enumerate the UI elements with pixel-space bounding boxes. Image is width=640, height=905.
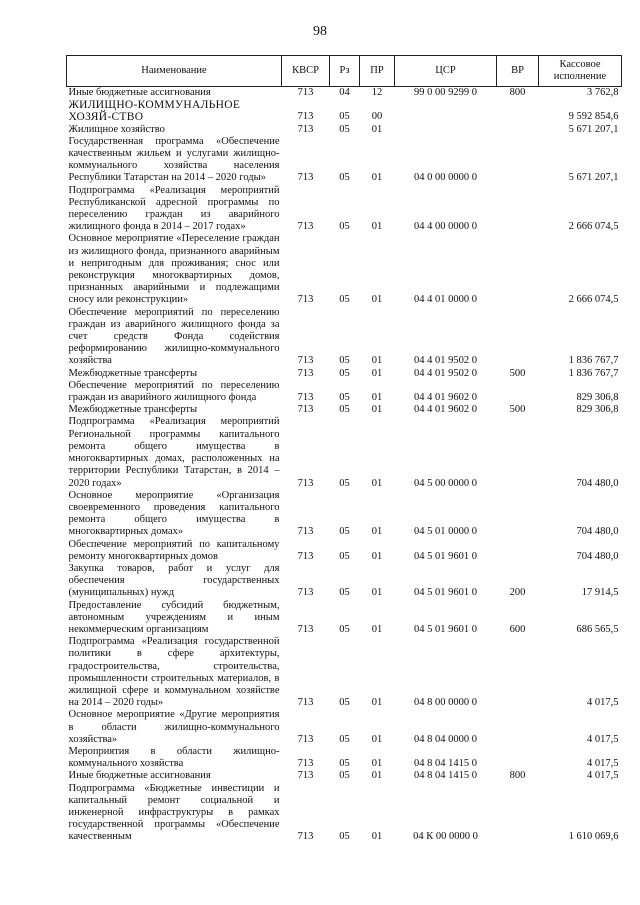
cell-name: Иные бюджетные ассигнования [68,770,211,782]
cell-rz: 04 [339,87,350,98]
cell-rz: 05 [339,477,350,489]
cell-kvsr: 713 [297,697,314,709]
cell-pr: 01 [371,123,383,135]
cell-vr [497,490,539,539]
cell-name: Подпрограмма «Реализация мероприятий Республиканской адресной программы по переселению граждан из аварийного жилищного фонда в 2014 – 2017 годах» [68,184,280,233]
page-number: 98 [313,24,327,39]
cell-vr: 800 [509,770,526,782]
cell-rz: 05 [339,587,350,599]
cell-rz: 05 [339,355,350,367]
cell-kvsr: 713 [297,623,314,635]
cell-rz: 05 [339,123,350,135]
cell-pr: 01 [371,294,383,306]
cell-csr: 04 5 01 9601 0 [414,623,477,635]
cell-pr: 01 [371,172,383,184]
table-row [67,709,622,746]
cell-kvsr: 713 [297,221,314,233]
cell-name: Жилищное хозяйство [68,123,165,135]
cell-pr: 01 [371,526,383,538]
cell-pr: 01 [371,550,383,562]
table-row [67,87,622,100]
cell-csr: 04 4 01 9502 0 [414,355,477,367]
cell-vr [497,99,539,123]
table-row [67,563,622,600]
cell-name: Обеспечение мероприятий по переселению граждан из аварийного жилищного фонда за счет средств Фонда содействия реформированию жилищно-коммунального хозяйства [68,306,280,367]
cell-pr: 01 [371,831,383,843]
cell-csr: 04 4 01 9502 0 [414,367,477,379]
cell-pr: 01 [371,477,383,489]
cell-kvsr: 713 [297,550,314,562]
cell-vr [497,709,539,746]
table-row [67,380,622,404]
cell-name: Подпрограмма «Бюджетные инвестиции и капитальный ремонт социальной и инженерной инфраструктуры в рамках государственной программы «Обеспечение качественным [68,782,280,843]
cell-pr: 01 [371,587,383,599]
header-name: Наименование [67,56,282,87]
cell-csr: 04 5 01 9601 0 [414,550,477,562]
cell-pr: 01 [371,623,383,635]
cell-kvsr: 713 [297,477,314,489]
cell-kvsr: 713 [297,526,314,538]
table-row [67,185,622,234]
cell-name: Основное мероприятие «Переселение граждан из жилищного фонда, признанного аварийным и непригодным для проживания; снос или реконструкция многоквартирных домов, признанных аварийными и подлежащими сносу или реконструкции» [68,233,280,306]
cell-pr: 01 [371,367,383,379]
cell-rz: 05 [339,526,350,538]
cell-vr [497,185,539,234]
table-row [67,783,622,844]
cell-rz: 05 [339,392,350,404]
cell-sum: 4 017,5 [587,697,619,709]
header-pr: ПР [360,56,395,87]
cell-sum: 5 671 207,1 [568,123,619,135]
table-header-row [67,56,622,87]
cell-rz: 05 [339,697,350,709]
cell-kvsr: 713 [297,770,314,782]
table-row [67,416,622,489]
cell-vr: 500 [509,404,526,416]
cell-sum: 4 017,5 [587,770,619,782]
cell-rz: 05 [339,733,350,745]
cell-vr: 200 [509,587,526,599]
cell-pr: 01 [371,770,383,782]
cell-vr [497,636,539,709]
cell-kvsr: 713 [297,392,314,404]
cell-name: Обеспечение мероприятий по капитальному ремонту многоквартирных домов [68,538,280,562]
table-row [67,136,622,185]
cell-kvsr: 713 [297,587,314,599]
cell-rz: 05 [339,758,350,770]
cell-csr: 04 5 01 0000 0 [414,526,477,538]
table-body [67,87,622,844]
cell-name: ЖИЛИЩНО-КОММУНАЛЬНОЕ ХОЗЯЙ-СТВО [68,99,241,124]
cell-kvsr: 713 [297,294,314,306]
cell-csr: 04 4 01 9602 0 [414,392,477,404]
budget-table [66,55,622,844]
cell-sum: 1 836 767,7 [568,367,619,379]
cell-pr: 12 [371,87,383,98]
table-row [67,600,622,637]
cell-name: Мероприятия в области жилищно-коммунального хозяйства [68,745,280,770]
cell-kvsr: 713 [297,123,314,135]
cell-vr [497,783,539,844]
table-row [67,404,622,416]
cell-sum: 4 017,5 [587,733,619,745]
cell-rz: 05 [339,550,350,562]
cell-csr: 04 4 01 0000 0 [414,294,477,306]
cell-csr: 04 8 04 0000 0 [414,733,477,745]
cell-csr: 99 0 00 9299 0 [414,87,477,98]
cell-csr: 04 0 00 0000 0 [414,172,477,184]
cell-rz: 05 [339,623,350,635]
cell-sum: 5 671 207,1 [568,172,619,184]
cell-vr: 500 [509,367,526,379]
table-row [67,368,622,380]
cell-name: Подпрограмма «Реализация мероприятий Региональной программы капитального ремонта общего имущества в многоквартирных домах, расположенных на территории Республики Татарстан, в 2014 – 2020 годах» [68,416,280,489]
cell-csr: 04 8 04 1415 0 [414,758,477,770]
cell-sum: 829 306,8 [576,404,619,416]
cell-sum: 704 480,0 [576,550,619,562]
table-row [67,746,622,770]
cell-kvsr: 713 [297,404,314,416]
table-row [67,539,622,563]
cell-rz: 05 [339,221,350,233]
cell-rz: 05 [339,367,350,379]
cell-pr: 01 [371,733,383,745]
cell-kvsr: 713 [297,831,314,843]
cell-vr: 800 [509,87,526,98]
cell-name: Иные бюджетные ассигнования [68,87,211,98]
cell-csr: 04 8 04 1415 0 [414,770,477,782]
cell-name: Предоставление субсидий бюджетным, автономным учреждениям и иным некоммерческим организациям [68,599,280,635]
cell-name: Основное мероприятие «Организация своевременного проведения капитального ремонта общего имущества в многоквартирных домах» [68,489,280,538]
cell-pr: 01 [371,758,383,770]
cell-pr: 01 [371,355,383,367]
cell-rz: 05 [339,172,350,184]
cell-kvsr: 713 [297,87,314,98]
cell-rz: 05 [339,770,350,782]
cell-vr [497,380,539,404]
header-csr: ЦСР [395,56,497,87]
cell-name: Основное мероприятие «Другие мероприятия в области жилищно-коммунального хозяйства» [68,709,280,745]
cell-vr [497,416,539,489]
cell-kvsr: 713 [297,733,314,745]
cell-name: Межбюджетные трансферты [68,404,198,416]
cell-sum: 686 565,5 [576,623,619,635]
cell-sum: 1 836 767,7 [568,355,619,367]
cell-rz: 05 [339,831,350,843]
cell-sum: 17 914,5 [581,587,619,599]
cell-vr [497,746,539,770]
cell-vr: 600 [509,623,526,635]
cell-name: Государственная программа «Обеспечение качественным жильем и услугами жилищно-коммунального хозяйства населения Республики Татарстан на 2014 – 2020 годы» [68,135,280,184]
cell-sum: 2 666 074,5 [568,294,619,306]
cell-vr [497,136,539,185]
cell-vr [497,539,539,563]
header-rz: Рз [330,56,360,87]
cell-kvsr: 713 [297,111,314,123]
table-row [67,636,622,709]
cell-pr: 00 [371,111,383,123]
cell-pr: 01 [371,404,383,416]
cell-sum: 704 480,0 [576,526,619,538]
table-row [67,99,622,123]
header-sum: Кассовое исполнение [539,56,622,87]
table-row [67,124,622,136]
cell-pr: 01 [371,221,383,233]
cell-pr: 01 [371,697,383,709]
cell-csr [395,124,497,136]
header-kvsr: КВСР [282,56,330,87]
table-row [67,770,622,782]
cell-pr: 01 [371,392,383,404]
cell-csr: 04 К 00 0000 0 [413,831,478,843]
cell-sum: 829 306,8 [576,392,619,404]
cell-name: Закупка товаров, работ и услуг для обеспечения государственных (муниципальных) нужд [68,562,280,599]
cell-vr [497,233,539,306]
cell-sum: 9 592 854,6 [568,111,619,123]
cell-csr: 04 4 00 0000 0 [414,221,477,233]
cell-rz: 05 [339,294,350,306]
cell-vr [497,124,539,136]
cell-csr: 04 4 01 9602 0 [414,404,477,416]
cell-sum: 2 666 074,5 [568,221,619,233]
cell-sum: 1 610 069,6 [568,831,619,843]
cell-csr: 04 5 01 9601 0 [414,587,477,599]
cell-rz: 05 [339,111,350,123]
cell-rz: 05 [339,404,350,416]
cell-sum: 3 762,8 [587,87,619,98]
cell-name: Межбюджетные трансферты [68,367,198,379]
cell-sum: 4 017,5 [587,758,619,770]
cell-csr: 04 5 00 0000 0 [414,477,477,489]
cell-kvsr: 713 [297,758,314,770]
table-row [67,233,622,306]
cell-name: Обеспечение мероприятий по переселению граждан из аварийного жилищного фонда [68,379,280,404]
cell-csr: 04 8 00 0000 0 [414,697,477,709]
cell-name: Подпрограмма «Реализация государственной политики в сфере архитектуры, градостроительства, строительства, промышленности строительных материалов, в жилищной сфере и коммунальном хозяйстве на 2014 – 2020 годы» [68,636,280,709]
cell-kvsr: 713 [297,367,314,379]
cell-sum: 704 480,0 [576,477,619,489]
cell-vr [497,307,539,368]
cell-kvsr: 713 [297,355,314,367]
cell-kvsr: 713 [297,172,314,184]
header-vr: ВР [497,56,539,87]
table-row [67,307,622,368]
table-row [67,490,622,539]
cell-csr [395,99,497,123]
